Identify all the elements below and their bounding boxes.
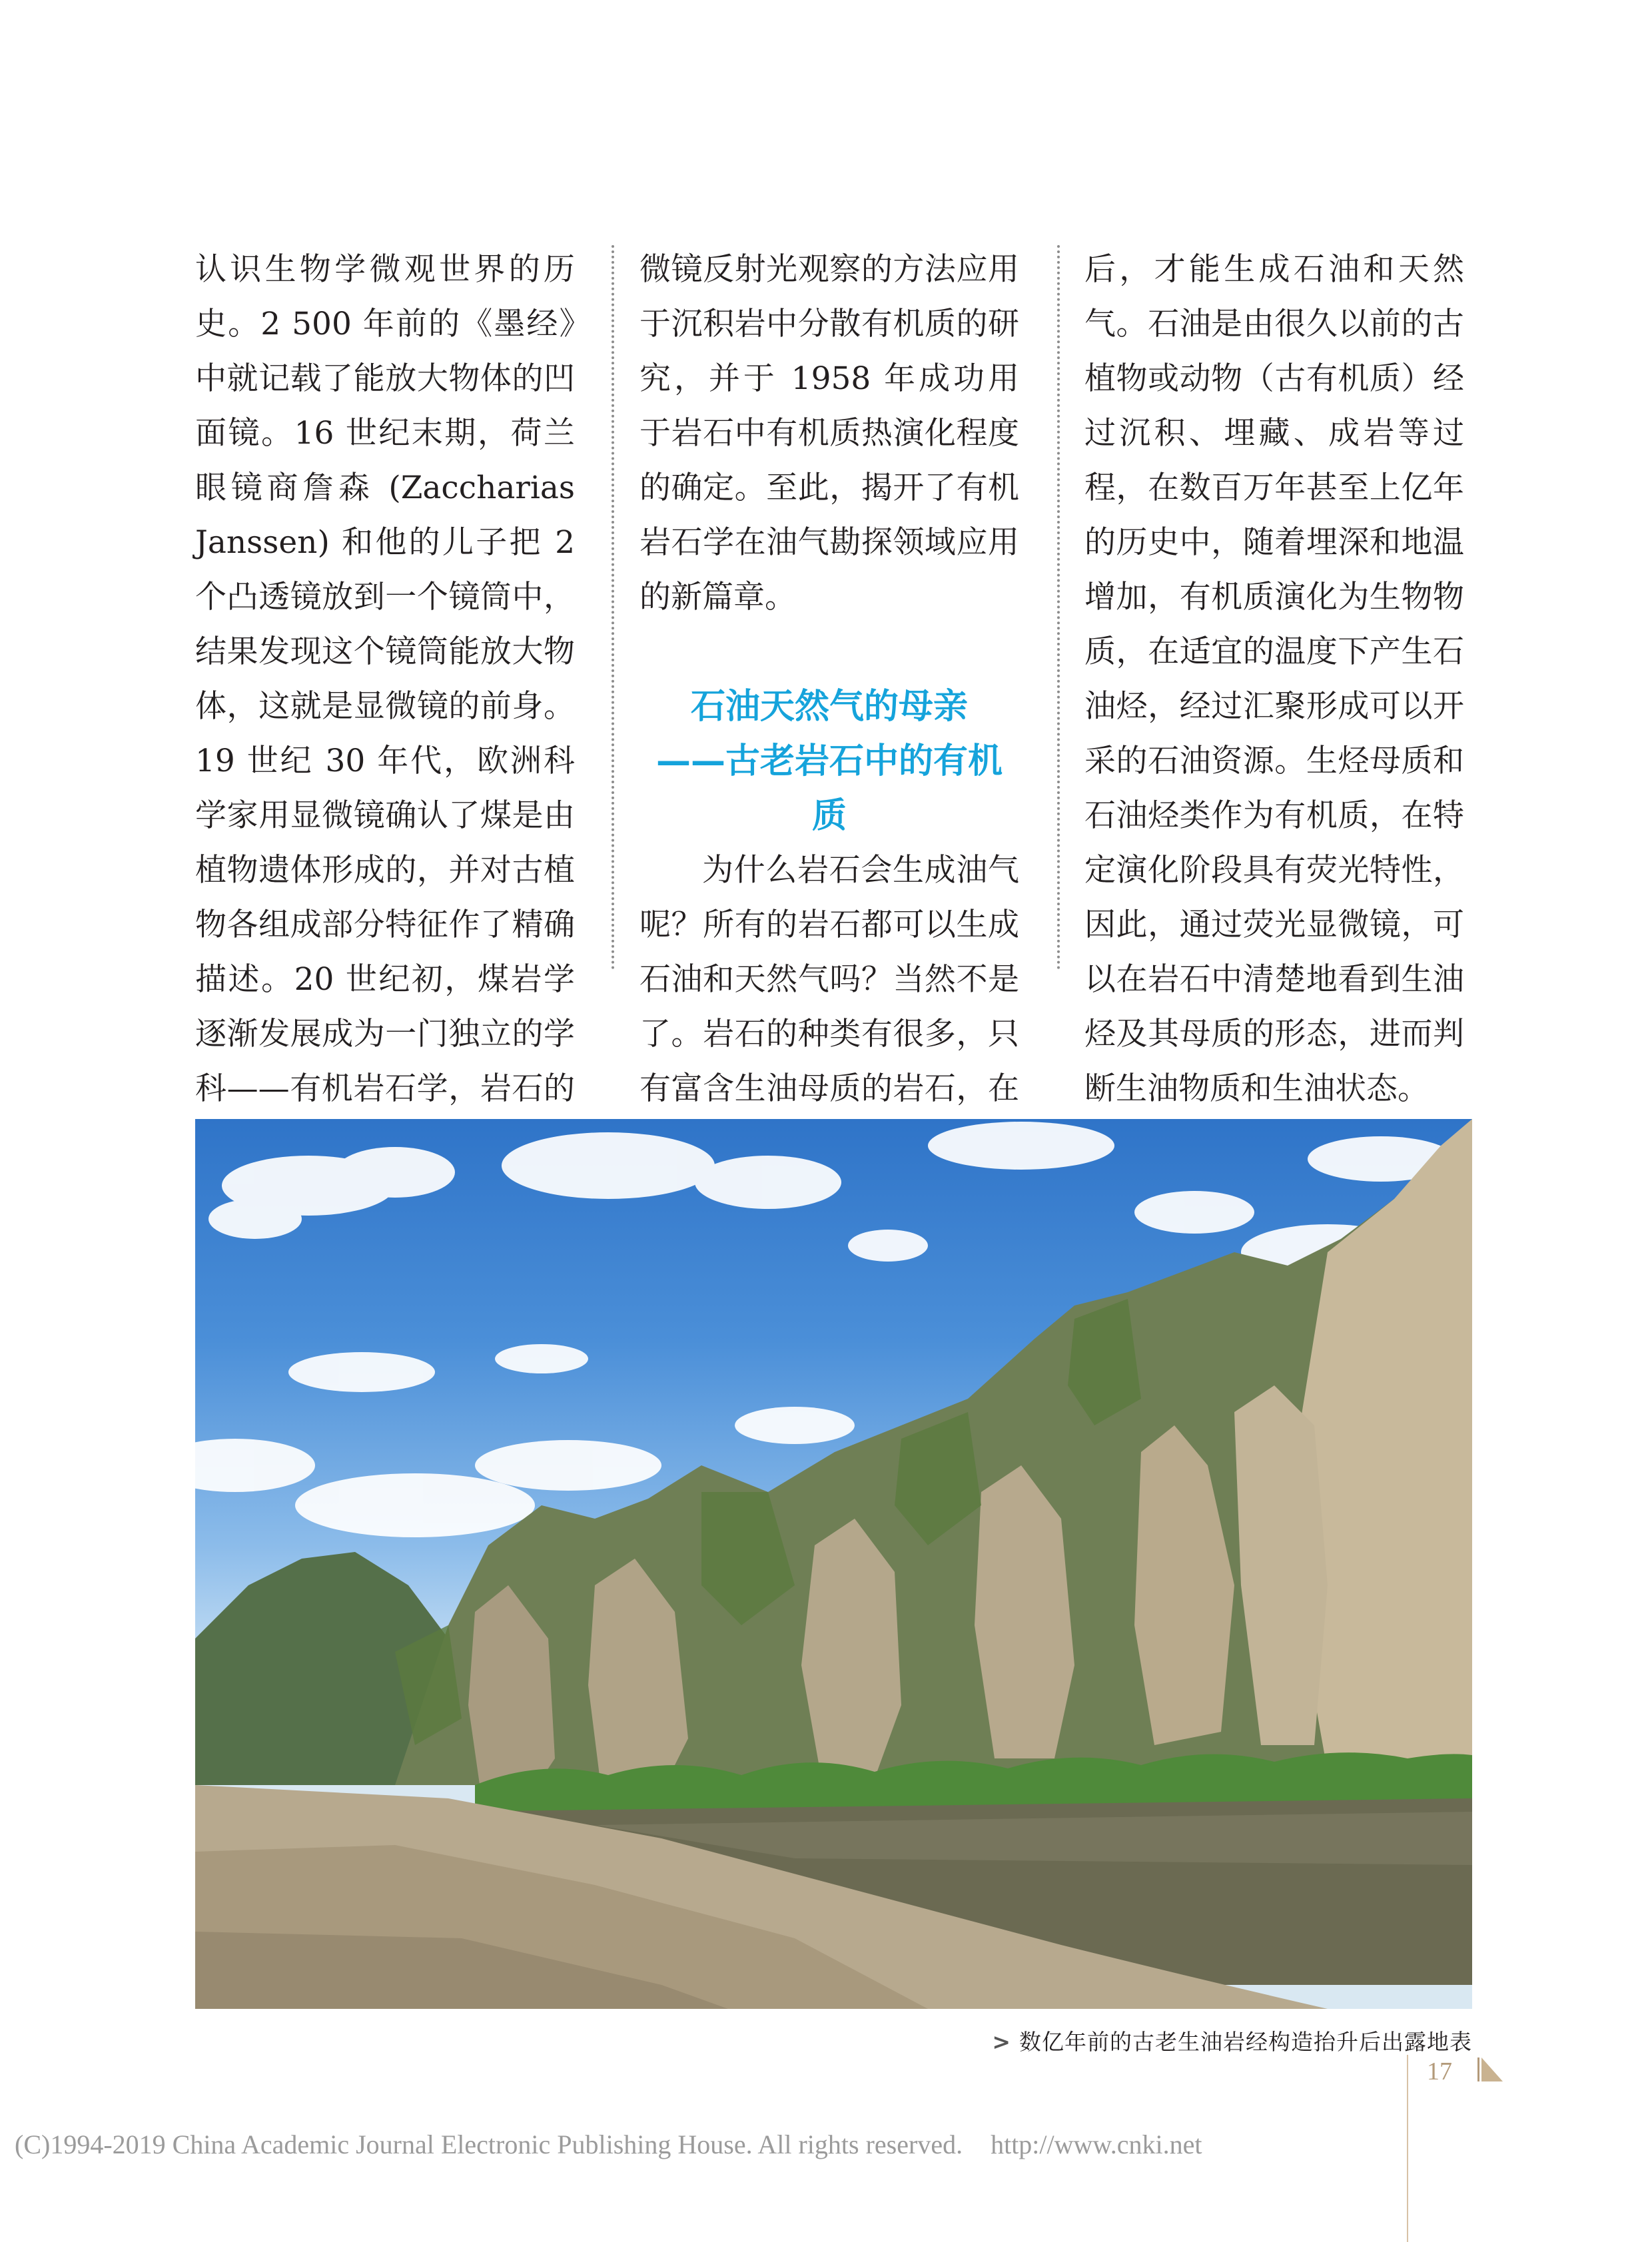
copyright-text: (C)1994-2019 China Academic Journal Electronic Publishing House. All rights reserved.	[15, 2129, 963, 2159]
photo-caption	[992, 2025, 1472, 2056]
column-3-paragraph: 后，才能生成石油和天然气。石油是由很久以前的古植物或动物（古有机质）经过沉积、埋藏、成岩等过程，在数百万年甚至上亿年的历史中，随着埋深和地温增加，有机质演化为生物物质，在适宜的温度下产生石油烃，经过汇聚形成可以开采的石油资源。生烃母质和石油烃类作为有机质，在特定演化阶段具有荧光特性，因此，通过荧光显微镜，可以在岩石中清楚地看到生油烃及其母质的形态，进而判断生油物质和生油状态。	[1084, 251, 1464, 1107]
column-2-paragraph-bottom: 为什么岩石会生成油气呢？所有的岩石都可以生成石油和天然气吗？当然不是了。岩石的种类有很多，只有富含生油母质的岩石，在	[639, 852, 1019, 1107]
section-heading-line-2: ——古老岩石中的有机质	[655, 741, 1003, 836]
column-divider-1	[612, 245, 614, 970]
column-divider-2	[1057, 245, 1060, 970]
caption-text: 数亿年前的古老生油岩经构造抬升后出露地表	[1019, 2029, 1472, 2055]
text-column-3	[1084, 242, 1464, 1226]
landscape-photo	[195, 1119, 1472, 2009]
section-heading-line-1: 石油天然气的母亲	[690, 687, 968, 727]
copyright-line	[15, 2129, 1202, 2160]
landscape-illustration	[195, 1119, 1472, 2009]
text-column-1	[195, 242, 575, 1226]
copyright-url: http://www.cnki.net	[991, 2129, 1202, 2159]
page-number: 17	[1427, 2057, 1452, 2085]
column-1-paragraph: 认识生物学微观世界的历史。2 500 年前的《墨经》中就记载了能放大物体的凹面镜。16 世纪末期，荷兰眼镜商詹森 (Zaccharias Janssen) 和他的儿子把 2 个凸透镜放到一个镜筒中，结果发现这个镜筒能放大物体，这就是显微镜的前身。19 世纪 30 年代，欧洲科学家用显微镜确认了煤是由植物遗体形成的，并对古植物各组成部分特征作了精确描述。20 世纪初，煤岩学逐渐发展成为一门独立的学科——有机岩石学，岩石的	[195, 251, 575, 1107]
caption-arrow-icon: >	[992, 2029, 1011, 2055]
footer-rule	[1407, 2055, 1408, 2242]
page-corner-mark-icon	[1475, 2054, 1505, 2084]
text-column-2	[639, 242, 1019, 1171]
column-2-paragraph-top: 微镜反射光观察的方法应用于沉积岩中分散有机质的研究，并于 1958 年成功用于岩石中有机质热演化程度的确定。至此，揭开了有机岩石学在油气勘探领域应用的新篇章。	[639, 251, 1019, 615]
